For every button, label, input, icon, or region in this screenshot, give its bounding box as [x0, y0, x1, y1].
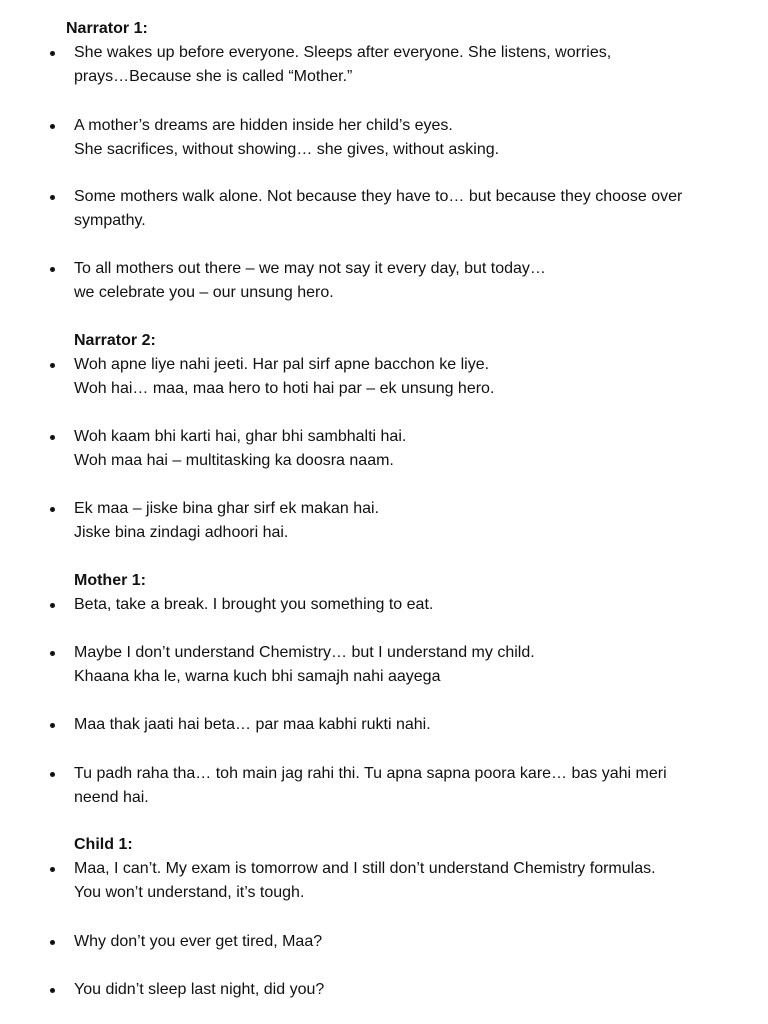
bullet-icon [50, 267, 55, 272]
line-text: She wakes up before everyone. Sleeps after everyone. She listens, worries, [74, 44, 612, 61]
line-text: Maybe I don’t understand Chemistry… but I understand my child. [74, 644, 535, 661]
line-text: Ek maa – jiske bina ghar sirf ek makan hai. [74, 500, 380, 517]
bullet-icon [50, 507, 55, 512]
line-text: Maa thak jaati hai beta… par maa kabhi rukti nahi. [74, 716, 431, 733]
section-heading: Child 1: [74, 836, 133, 853]
bullet-icon [50, 651, 55, 656]
line-text: Tu padh raha tha… toh main jag rahi thi. Tu apna sapna poora kare… bas yahi meri [74, 765, 667, 782]
section-heading: Narrator 1: [66, 20, 148, 37]
line-text: Woh hai… maa, maa hero to hoti hai par – ek unsung hero. [74, 380, 495, 397]
line-text: A mother’s dreams are hidden inside her child’s eyes. [74, 117, 453, 134]
line-text: Woh apne liye nahi jeeti. Har pal sirf apne bacchon ke liye. [74, 356, 490, 373]
line-text: To all mothers out there – we may not say it every day, but today… [74, 260, 546, 277]
bullet-icon [50, 940, 55, 945]
line-text: Jiske bina zindagi adhoori hai. [74, 524, 289, 541]
line-text: Beta, take a break. I brought you something to eat. [74, 596, 434, 613]
section-heading: Mother 1: [74, 572, 146, 589]
line-text: You didn’t sleep last night, did you? [74, 981, 325, 998]
line-text: Khaana kha le, warna kuch bhi samajh nahi aayega [74, 668, 441, 685]
line-text: prays…Because she is called “Mother.” [74, 68, 353, 85]
bullet-icon [50, 988, 55, 993]
bullet-icon [50, 867, 55, 872]
section-heading: Narrator 2: [74, 332, 156, 349]
bullet-icon [50, 435, 55, 440]
line-text: sympathy. [74, 212, 146, 229]
bullet-icon [50, 51, 55, 56]
bullet-icon [50, 124, 55, 129]
bullet-icon [50, 363, 55, 368]
line-text: Why don’t you ever get tired, Maa? [74, 933, 323, 950]
bullet-icon [50, 772, 55, 777]
line-text: Woh maa hai – multitasking ka doosra naam. [74, 452, 394, 469]
line-text: we celebrate you – our unsung hero. [74, 284, 334, 301]
line-text: Maa, I can’t. My exam is tomorrow and I still don’t understand Chemistry formulas. [74, 860, 656, 877]
line-text: You won’t understand, it’s tough. [74, 884, 305, 901]
bullet-icon [50, 603, 55, 608]
bullet-icon [50, 195, 55, 200]
line-text: neend hai. [74, 789, 149, 806]
line-text: She sacrifices, without showing… she gives, without asking. [74, 141, 500, 158]
line-text: Some mothers walk alone. Not because they have to… but because they choose over [74, 188, 683, 205]
bullet-icon [50, 723, 55, 728]
line-text: Woh kaam bhi karti hai, ghar bhi sambhalti hai. [74, 428, 407, 445]
